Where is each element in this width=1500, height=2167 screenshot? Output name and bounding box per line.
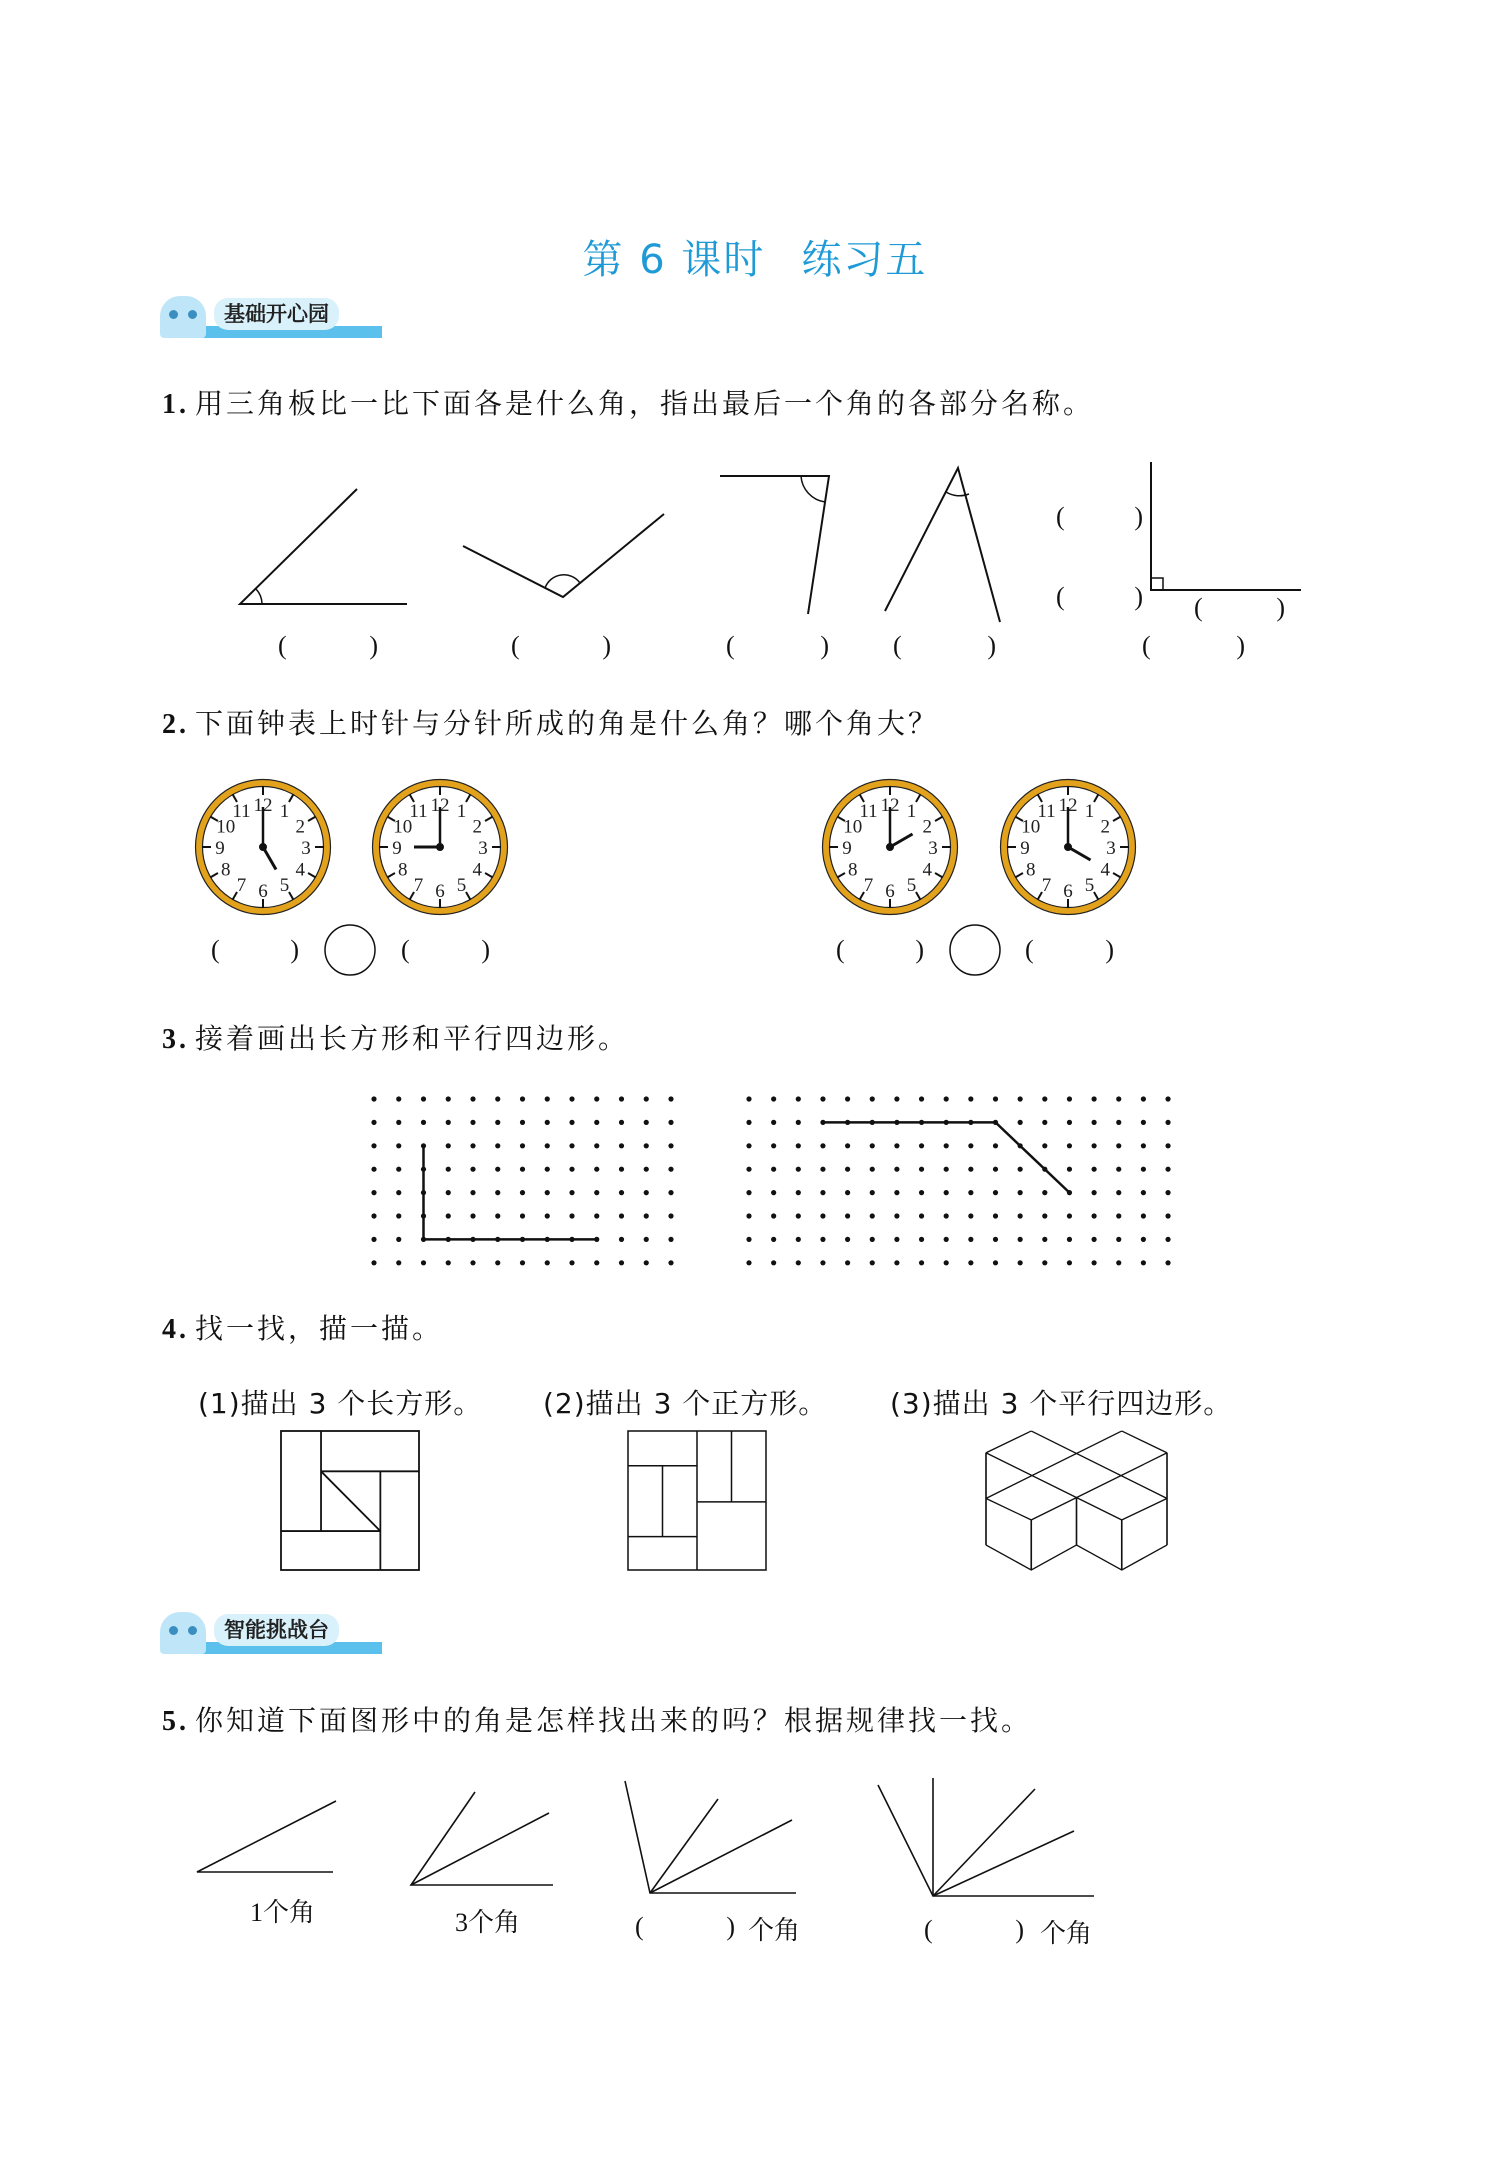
clock-number: 9 — [392, 838, 402, 859]
question-text: 接着画出长方形和平行四边形。 — [195, 1022, 630, 1055]
question-number: 1. — [162, 389, 189, 420]
answer-blank[interactable] — [1142, 631, 1245, 661]
paren-close: ) — [1236, 631, 1245, 660]
clock-number: 8 — [221, 859, 231, 881]
compare-circle[interactable] — [325, 925, 375, 975]
clock-number: 2 — [472, 816, 482, 838]
paren-close: ) — [1015, 1915, 1024, 1944]
angle-pattern-1 — [197, 1801, 336, 1872]
angle-count-label: 个角 — [1040, 1919, 1093, 1948]
paren-open: ( — [924, 1915, 933, 1944]
subquestion-parallelograms: (3)描出 3 个平行四边形。 — [890, 1387, 1233, 1420]
answer-blank[interactable] — [278, 631, 378, 661]
clock-number: 9 — [842, 838, 852, 859]
clock-number: 9 — [215, 838, 225, 859]
angle-pattern-3 — [625, 1781, 796, 1893]
paren-close: ) — [481, 935, 490, 964]
clock-face — [196, 780, 331, 915]
subquestion-squares: (2)描出 3 个正方形。 — [543, 1387, 828, 1420]
clock-number: 5 — [456, 875, 467, 897]
answer-blank[interactable] — [726, 631, 829, 661]
clock-face — [373, 780, 508, 915]
clock-number: 4 — [472, 859, 482, 881]
clock-number: 10 — [843, 816, 863, 838]
clock-number: 10 — [1021, 816, 1041, 838]
angle-count-label: 1个角 — [250, 1898, 316, 1927]
clock-number: 2 — [922, 816, 932, 838]
clock-number: 12 — [430, 795, 450, 816]
rectangle-figure — [281, 1431, 419, 1570]
clock-number: 1 — [279, 800, 290, 822]
clock-face — [823, 780, 958, 915]
paren-close: ) — [1276, 593, 1285, 622]
question-text: 用三角板比一比下面各是什么角，指出最后一个角的各部分名称。 — [195, 387, 1095, 420]
angle-count-label: 个角 — [748, 1916, 801, 1945]
answer-blank[interactable] — [211, 935, 299, 965]
answer-blank[interactable] — [1194, 593, 1285, 623]
clock-number: 2 — [295, 816, 305, 838]
paren-open: ( — [836, 935, 845, 964]
lesson-number: 第 6 课时 — [582, 237, 766, 283]
paren-open: ( — [278, 631, 287, 660]
clock-number: 7 — [236, 875, 247, 897]
clock-number: 11 — [1037, 800, 1056, 822]
subquestion-rectangles: (1)描出 3 个长方形。 — [198, 1387, 483, 1420]
paren-close: ) — [915, 935, 924, 964]
paren-open: ( — [401, 935, 410, 964]
angle-count-label: 3个角 — [455, 1908, 521, 1937]
clock-number: 1 — [1084, 800, 1095, 822]
clock-number: 12 — [880, 795, 900, 816]
clock-number: 11 — [232, 800, 251, 822]
paren-close: ) — [1105, 935, 1114, 964]
given-edges — [823, 1122, 1069, 1192]
answer-blank[interactable] — [1056, 582, 1143, 612]
paren-open: ( — [511, 631, 520, 660]
paren-close: ) — [1134, 502, 1143, 531]
question-text: 找一找，描一描。 — [195, 1312, 444, 1345]
paren-open: ( — [1025, 935, 1034, 964]
question-number: 3. — [162, 1024, 189, 1055]
clock-number: 4 — [922, 859, 932, 881]
answer-blank[interactable] — [924, 1915, 1024, 1945]
paren-open: ( — [211, 935, 220, 964]
angle-figure-acute — [240, 489, 407, 604]
clock-number: 8 — [398, 859, 408, 881]
compare-circle[interactable] — [950, 925, 1000, 975]
clock-number: 1 — [906, 800, 917, 822]
clock-number: 10 — [216, 816, 236, 838]
clock-number: 6 — [885, 881, 895, 902]
question-text: 你知道下面图形中的角是怎样找出来的吗？根据规律找一找。 — [195, 1704, 1033, 1737]
paren-open: ( — [635, 1912, 644, 1941]
paren-close: ) — [820, 631, 829, 660]
paren-close: ) — [987, 631, 996, 660]
angle-pattern-4 — [878, 1778, 1094, 1896]
clock-number: 6 — [435, 881, 445, 902]
square-figure — [628, 1431, 766, 1570]
paren-close: ) — [602, 631, 611, 660]
question-number: 4. — [162, 1314, 189, 1345]
answer-blank[interactable] — [635, 1912, 735, 1942]
paren-open: ( — [1056, 502, 1065, 531]
banner-label: 智能挑战台 — [214, 1614, 339, 1646]
clock-number: 3 — [301, 838, 311, 859]
clock-number: 4 — [295, 859, 305, 881]
clock-number: 6 — [1063, 881, 1073, 902]
angle-figure-corner — [720, 476, 829, 614]
paren-close: ) — [726, 1912, 735, 1941]
paren-close: ) — [1134, 582, 1143, 611]
clock-number: 7 — [413, 875, 424, 897]
answer-blank[interactable] — [893, 631, 996, 661]
clock-number: 5 — [1084, 875, 1095, 897]
clock-number: 11 — [859, 800, 878, 822]
clock-number: 11 — [409, 800, 428, 822]
paren-open: ( — [726, 631, 735, 660]
angle-pattern-2 — [411, 1792, 553, 1885]
paren-open: ( — [1194, 593, 1203, 622]
angle-figure-right — [1151, 462, 1301, 590]
clock-number: 3 — [478, 838, 488, 859]
clock-number: 10 — [393, 816, 413, 838]
clock-number: 8 — [848, 859, 858, 881]
clock-number: 5 — [279, 875, 290, 897]
angle-figure-obtuse — [463, 514, 664, 597]
clock-number: 12 — [1058, 795, 1078, 816]
clock-number: 3 — [1106, 838, 1116, 859]
clock-number: 5 — [906, 875, 917, 897]
answer-blank[interactable] — [511, 631, 611, 661]
clock-number: 3 — [928, 838, 938, 859]
paren-open: ( — [893, 631, 902, 660]
banner-label: 基础开心园 — [214, 298, 339, 330]
paren-close: ) — [369, 631, 378, 660]
answer-blank[interactable] — [401, 935, 490, 965]
angle-figure-narrow — [885, 468, 1000, 622]
clock-number: 12 — [253, 795, 273, 816]
clock-number: 8 — [1026, 859, 1036, 881]
clock-face — [1001, 780, 1136, 915]
parallelogram-figure — [986, 1431, 1167, 1570]
question-number: 5. — [162, 1706, 189, 1737]
clock-number: 7 — [863, 875, 874, 897]
clock-number: 1 — [456, 800, 467, 822]
question-number: 2. — [162, 709, 189, 740]
answer-blank[interactable] — [1025, 935, 1114, 965]
paren-open: ( — [1056, 582, 1065, 611]
clock-number: 6 — [258, 881, 268, 902]
clock-number: 4 — [1100, 859, 1110, 881]
clock-number: 7 — [1041, 875, 1052, 897]
paren-close: ) — [290, 935, 299, 964]
question-text: 下面钟表上时针与分针所成的角是什么角？哪个角大？ — [195, 707, 940, 740]
clock-number: 9 — [1020, 838, 1030, 859]
clock-number: 2 — [1100, 816, 1110, 838]
lesson-name: 练习五 — [801, 237, 928, 283]
paren-open: ( — [1142, 631, 1151, 660]
answer-blank[interactable] — [1056, 502, 1143, 532]
answer-blank[interactable] — [836, 935, 924, 965]
